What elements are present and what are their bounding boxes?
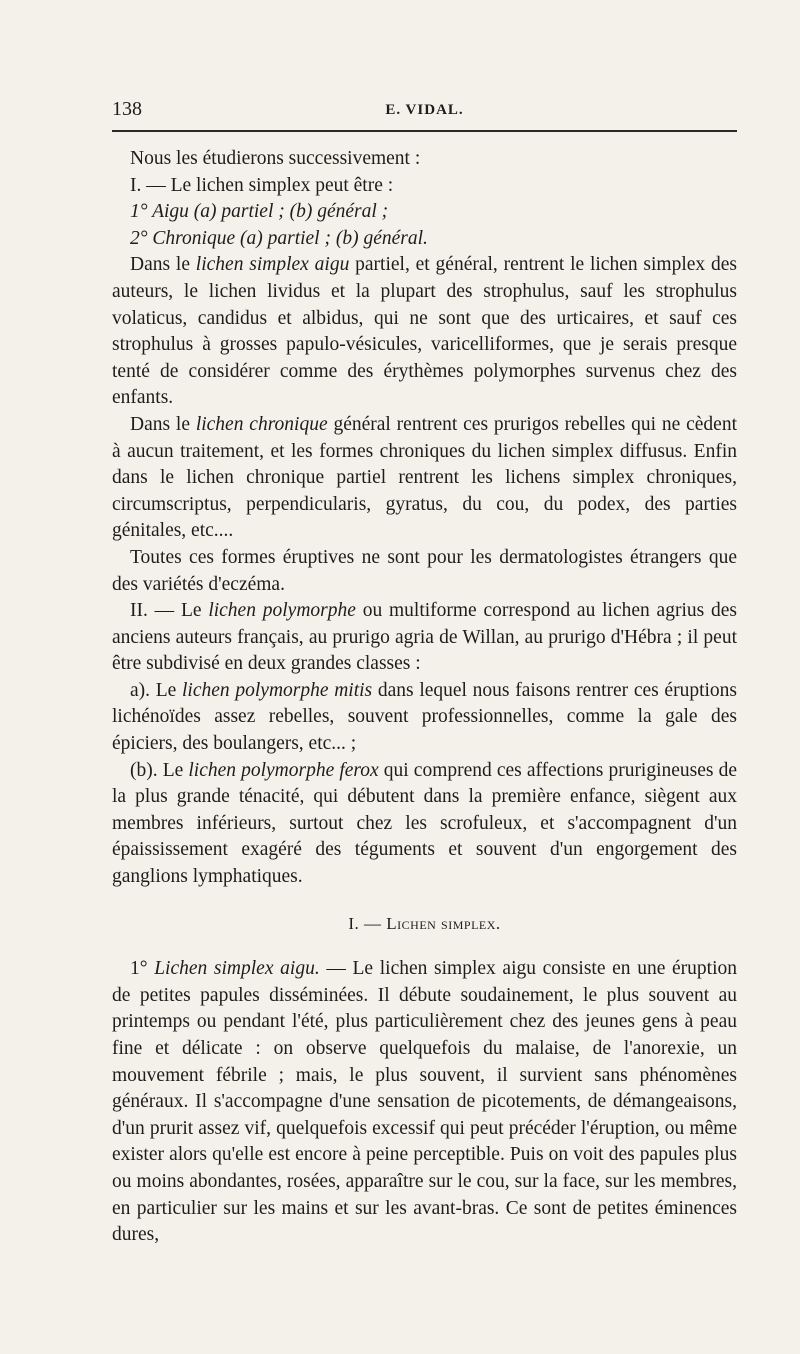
heading-number: I. — xyxy=(348,913,387,933)
text-run: qui comprend ces affections prurigineuses de la plus grande ténacité, qui débutent dans la première enfance, siègent aux membres inférieurs, surtout chez les scrofuleux, et s'accompagnent d'un épaississement exagéré des téguments et souvent d'un engorgement des ganglions lymphatiques. xyxy=(112,759,737,888)
paragraph xyxy=(112,956,737,1249)
italic-term: lichen simplex aigu xyxy=(195,254,350,276)
italic-term: lichen chronique xyxy=(195,413,328,435)
text-run: Dans le xyxy=(130,413,196,435)
text-run: général rentrent ces prurigos rebelles qui ne cèdent à aucun traitement, et les formes chroniques du lichen simplex diffusus. Enfin dans le lichen chronique partiel rentrent les lichens simplex chroniques, circumscriptus, perpendicularis, gyratus, du cou, du podex, des parties génitales, etc.... xyxy=(112,413,737,542)
text-run: a). Le xyxy=(130,679,183,701)
page-header xyxy=(112,98,737,128)
italic-term: Lichen simplex aigu. xyxy=(154,958,320,980)
text-run: partiel, et général, rentrent le lichen simplex des auteurs, le lichen lividus et la plupart des strophulus, sauf les strophulus volaticus, candidus et albidus, qui ne sont que des urticaires, et sauf ces strophulus à grosses papulo-vésicules, varicelliformes, que je serais presque tenté de considérer comme des érythèmes polymorphes survenus chez des enfants. xyxy=(112,254,737,409)
page-body xyxy=(112,146,737,1249)
page-number: 138 xyxy=(112,98,142,120)
text-run: — Le lichen simplex aigu consiste en une éruption de petites papules disséminées. Il débute soudainement, le plus souvent au printemps ou pendant l'été, plus particulièrement chez des jeunes gens à peau fine et délicate : on observe quelquefois du malaise, de l'anorexie, un mouvement fébrile ; mais, le plus souvent, il survient sans phénomènes généraux. Il s'accompagne d'une sensation de picotements, de démangeaisons, d'un prurit assez vif, quelquefois excessif qui peut précéder l'éruption, ou même exister alors qu'elle est encore à peine perceptible. Puis on voit des papules plus ou moins abondantes, rosées, apparaître sur le cou, sur la face, sur les membres, en particulier sur les mains et sur les avant-bras. Ce sont de petites éminences dures, xyxy=(112,958,737,1246)
subdivision-chronic: 2° Chronique (a) partiel ; (b) général. xyxy=(130,227,428,249)
paragraph xyxy=(112,226,737,253)
paragraph xyxy=(112,678,737,758)
text-run: Dans le xyxy=(130,254,196,276)
paragraph: Toutes ces formes éruptives ne sont pour les dermatologistes étrangers que des variétés d'eczéma. xyxy=(112,546,737,595)
paragraph xyxy=(112,199,737,226)
text-run: dans lequel nous faisons rentrer ces éruptions lichénoïdes assez rebelles, souvent professionnelles, comme la gale des épiciers, des boulangers, etc... ; xyxy=(112,679,738,755)
paragraph xyxy=(112,758,737,891)
subdivision-acute: 1° Aigu (a) partiel ; (b) général ; xyxy=(130,201,389,223)
header-rule xyxy=(112,130,737,132)
italic-term: lichen polymorphe ferox xyxy=(188,759,379,781)
text-run: (b). Le xyxy=(130,759,189,781)
heading-text: Lichen simplex. xyxy=(386,913,501,933)
text-run: II. — Le xyxy=(130,600,209,622)
paragraph xyxy=(112,252,737,412)
paragraph: Nous les étudierons successivement : xyxy=(130,148,421,169)
section-heading xyxy=(112,911,737,938)
paragraph xyxy=(112,412,737,545)
italic-term: lichen polymorphe mitis xyxy=(182,679,373,701)
text-run: 1° xyxy=(130,958,155,980)
running-head: E. VIDAL. xyxy=(385,102,464,118)
text-run: ou multiforme correspond au lichen agrius des anciens auteurs français, au prurigo agria de Willan, au prurigo d'Hébra ; il peut être subdivisé en deux grandes classes : xyxy=(112,600,738,675)
paragraph xyxy=(112,598,737,678)
paragraph: I. — Le lichen simplex peut être : xyxy=(130,174,394,196)
italic-term: lichen polymorphe xyxy=(208,600,356,622)
